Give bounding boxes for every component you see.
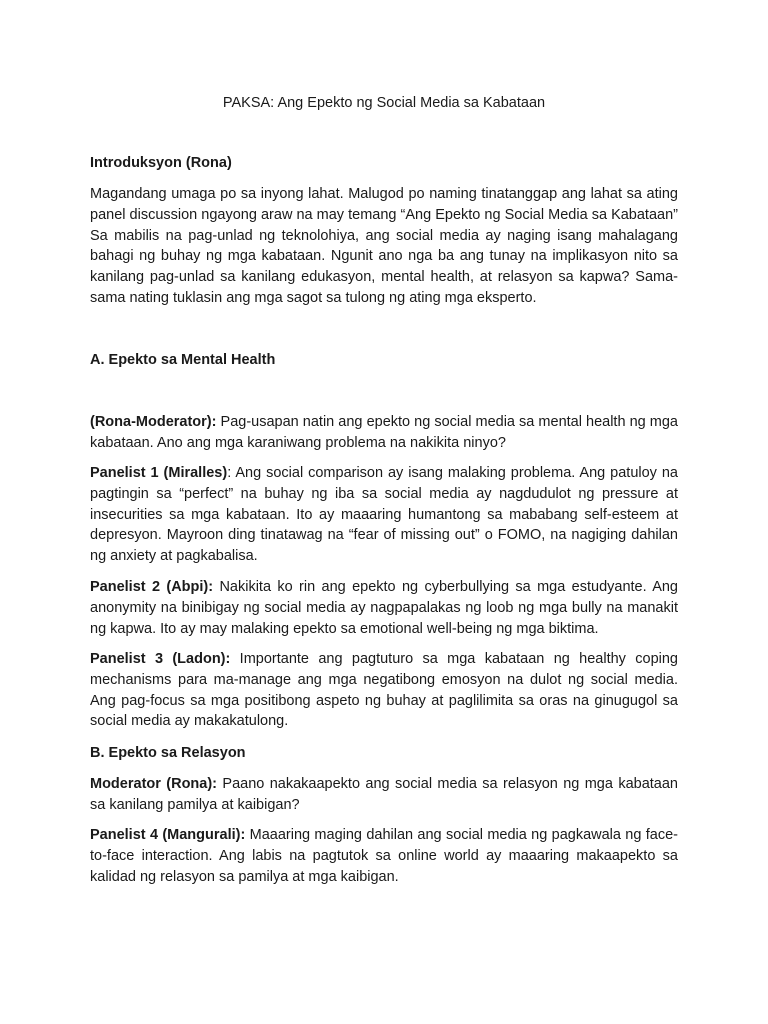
panelist-4-answer bbox=[90, 825, 678, 887]
section-b-heading: B. Epekto sa Relasyon bbox=[90, 745, 246, 761]
entry-text: Nakikita ko rin ang epekto ng cyberbullying sa mga estudyante. Ang anonymity na binibigay ng social media ay nagpapalakas ng loob ng mga bully na manakit ng kapwa. Ito ay may malaking epekto sa emotional well-being ng mga biktima. bbox=[90, 579, 678, 637]
document-title: PAKSA: Ang Epekto ng Social Media sa Kabataan bbox=[222, 95, 546, 111]
speaker-label: Panelist 1 (Miralles) bbox=[90, 465, 228, 481]
speaker-label: (Rona-Moderator): bbox=[90, 414, 217, 430]
intro-heading: Introduksyon (Rona) bbox=[90, 155, 232, 171]
entry-text: Importante ang pagtuturo sa mga kabataan ng healthy coping mechanisms para ma-manage ang mga negatibong emosyon na dulot ng social media. Ang pag-focus sa mga positibong aspeto ng buhay at paglilimita sa oras na ginugugol sa social media ay makakatulong. bbox=[90, 651, 678, 730]
panelist-1-answer bbox=[90, 463, 678, 567]
entry-text: Maaaring maging dahilan ang social media ng pagkawala ng face-to-face interaction. Ang labis na pagtutok sa online world ay maaaring makaapekto sa kalidad ng relasyon sa pamilya at mga kaibigan. bbox=[90, 827, 678, 885]
panelist-2-answer bbox=[90, 577, 678, 639]
panelist-3-answer bbox=[90, 649, 678, 732]
entry-text: : Ang social comparison ay isang malaking problema. Ang patuloy na pagtingin sa “perfect” na buhay ng iba sa social media ay nagdudulot ng pressure at insecurities sa mga kabataan. Ito ay maaaring humantong sa mababang self-esteem at depresyon. Mayroon ding tinatawag na “fear of missing out” o FOMO, na nagiging dahilan ng anxiety at pagkabalisa. bbox=[90, 465, 678, 565]
moderator-question-mental-health bbox=[90, 412, 678, 454]
entry-text: Paano nakakaapekto ang social media sa relasyon ng mga kabataan sa kanilang pamilya at kaibigan? bbox=[90, 776, 678, 813]
speaker-label: Panelist 2 (Abpi): bbox=[90, 579, 214, 595]
intro-paragraph: Magandang umaga po sa inyong lahat. Malugod po naming tinatanggap ang lahat sa ating panel discussion ngayong araw na may temang “Ang Epekto ng Social Media sa Kabataan” Sa mabilis na pag-unlad ng teknolohiya, ang social media ay naging isang mahalagang bahagi ng buhay ng mga kabataan. Ngunit ano nga ba ang tunay na implikasyon nito sa kanilang pag-unlad sa kanilang edukasyon, mental health, at relasyon sa kapwa? Sama-sama nating tuklasin ang mga sagot sa tulong ng ating mga eksperto. bbox=[90, 186, 678, 306]
entry-text: Pag-usapan natin ang epekto ng social media sa mental health ng mga kabataan. Ano ang mga karaniwang problema na nakikita ninyo? bbox=[90, 414, 678, 451]
moderator-question-relationships bbox=[90, 774, 678, 816]
speaker-label: Moderator (Rona): bbox=[90, 776, 218, 792]
speaker-label: Panelist 3 (Ladon): bbox=[90, 651, 231, 667]
section-a-heading: A. Epekto sa Mental Health bbox=[90, 352, 276, 368]
speaker-label: Panelist 4 (Mangurali): bbox=[90, 827, 246, 843]
